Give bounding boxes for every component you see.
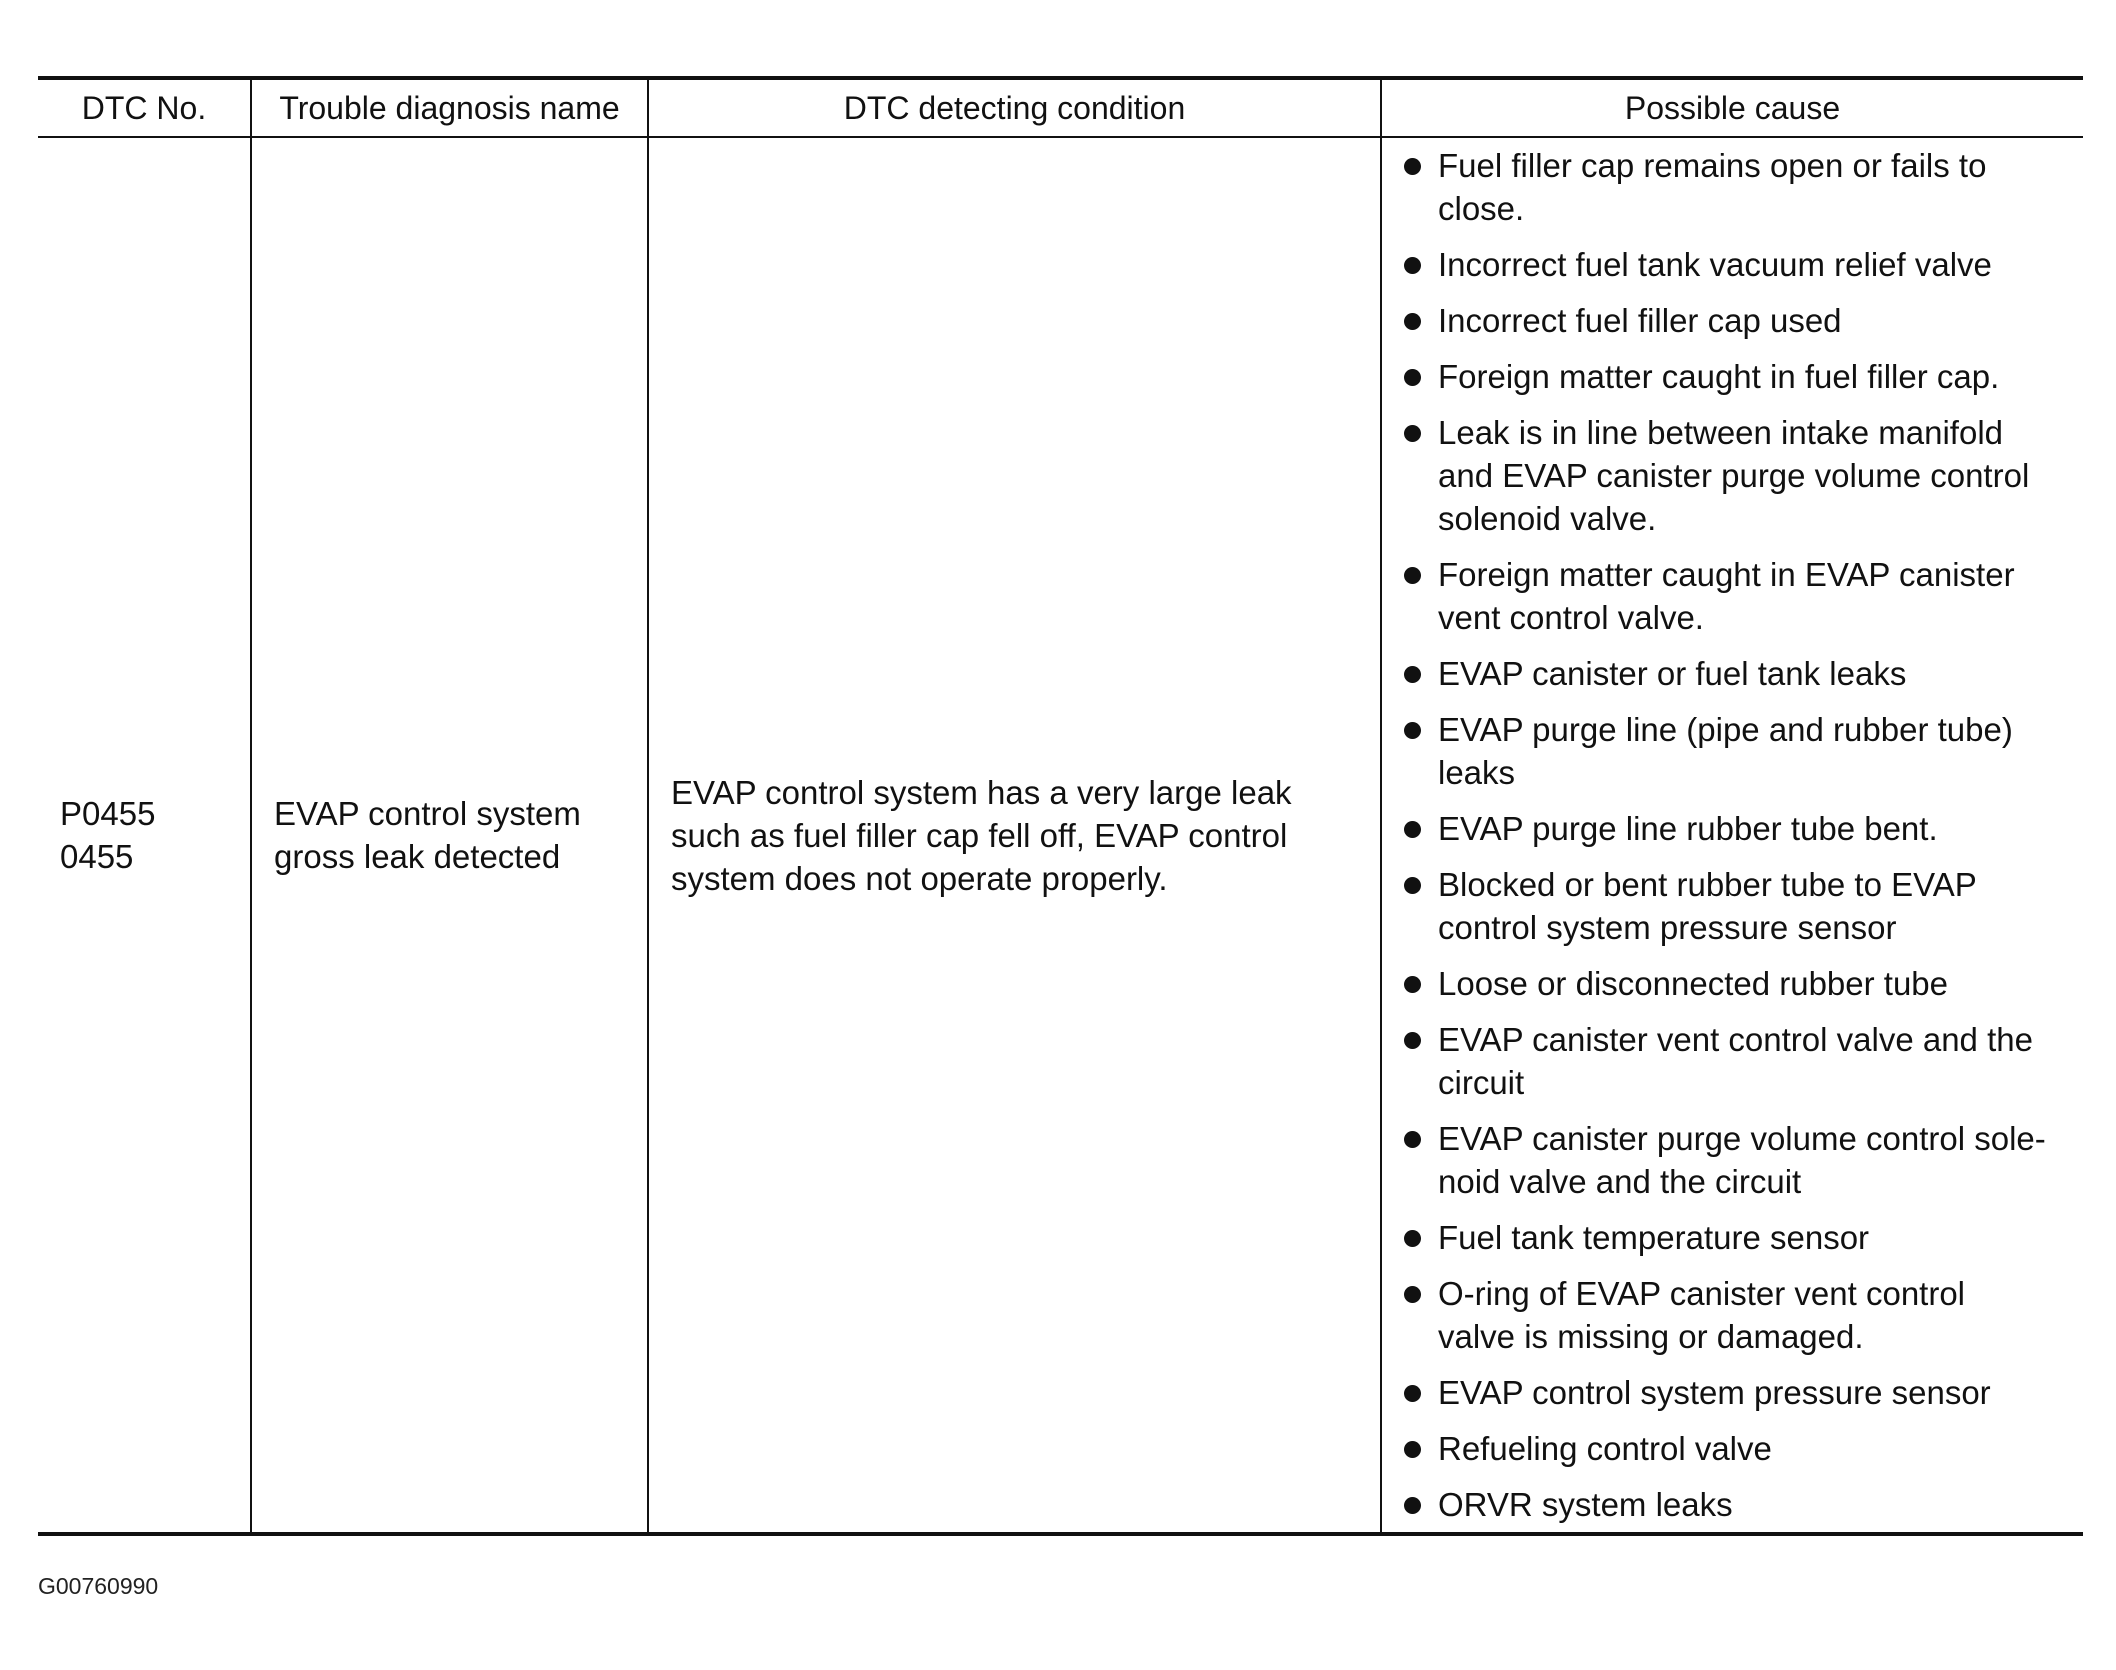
list-item <box>1402 411 2073 540</box>
cause-text-line: EVAP canister purge volume control sole- <box>1438 1120 2046 1157</box>
list-item <box>1402 652 2073 695</box>
cause-text-line: solenoid valve. <box>1438 500 1657 537</box>
cause-text-line: EVAP canister vent control valve and the <box>1438 1021 2033 1058</box>
list-item <box>1402 1427 2073 1470</box>
table-body <box>38 137 2083 1534</box>
header-diagnosis-name: Trouble diagnosis name <box>251 78 648 137</box>
condition-line: EVAP control system has a very large leak <box>671 773 1292 811</box>
bullet-icon <box>1404 821 1421 838</box>
bullet-icon <box>1404 158 1421 175</box>
list-item <box>1402 962 2073 1005</box>
condition-line: such as fuel filler cap fell off, EVAP control <box>671 816 1288 854</box>
cause-text-line: Incorrect fuel filler cap used <box>1438 302 1842 339</box>
figure-id: G00760990 <box>38 1573 159 1599</box>
list-item <box>1402 708 2073 794</box>
cause-text-line: Foreign matter caught in EVAP canister <box>1438 556 2015 593</box>
header-possible-cause: Possible cause <box>1381 78 2083 137</box>
list-item <box>1402 299 2073 342</box>
bullet-icon <box>1404 1230 1421 1247</box>
list-item <box>1402 807 2073 850</box>
cause-text-line: O-ring of EVAP canister vent control <box>1438 1275 1966 1312</box>
bullet-icon <box>1404 257 1421 274</box>
bullet-icon <box>1404 567 1421 584</box>
bullet-icon <box>1404 1497 1421 1514</box>
cause-text-line: EVAP canister or fuel tank leaks <box>1438 655 1907 692</box>
bullet-icon <box>1404 1131 1421 1148</box>
bullet-icon <box>1404 1385 1421 1402</box>
diagnosis-name-line: EVAP control system <box>274 795 581 832</box>
cause-text-line: EVAP control system pressure sensor <box>1438 1374 1991 1411</box>
bullet-icon <box>1404 1441 1421 1458</box>
bullet-icon <box>1404 1286 1421 1303</box>
bullet-icon <box>1404 877 1421 894</box>
list-item <box>1402 863 2073 949</box>
list-item <box>1402 355 2073 398</box>
cause-text-line: EVAP purge line (pipe and rubber tube) <box>1438 711 2013 748</box>
bullet-icon <box>1404 313 1421 330</box>
table-header <box>38 78 2083 137</box>
cause-text-line: valve is missing or damaged. <box>1438 1318 1864 1355</box>
bullet-icon <box>1404 666 1421 683</box>
condition-line: system does not operate properly. <box>671 859 1168 897</box>
list-item <box>1402 553 2073 639</box>
dtc-table <box>38 76 2083 1536</box>
list-item <box>1402 1483 2073 1526</box>
list-item <box>1402 1371 2073 1414</box>
bullet-icon <box>1404 976 1421 993</box>
bullet-icon <box>1404 1032 1421 1049</box>
cause-text-line: vent control valve. <box>1438 599 1704 636</box>
possible-cause-cell <box>1381 137 2083 1534</box>
list-item <box>1402 1018 2073 1104</box>
possible-cause-list <box>1402 144 2073 1526</box>
bullet-icon <box>1404 369 1421 386</box>
cause-text-line: noid valve and the circuit <box>1438 1163 1802 1200</box>
cause-text-line: close. <box>1438 190 1525 227</box>
cause-text-line: circuit <box>1438 1064 1525 1101</box>
cause-text-line: EVAP purge line rubber tube bent. <box>1438 810 1938 847</box>
cause-text-line: Incorrect fuel tank vacuum relief valve <box>1438 246 1992 283</box>
cause-text-line: and EVAP canister purge volume control <box>1438 457 2030 494</box>
table-row <box>38 137 2083 1534</box>
cause-text-line: control system pressure sensor <box>1438 909 1897 946</box>
diagnosis-name-cell <box>251 137 648 1534</box>
header-dtc-no: DTC No. <box>38 78 251 137</box>
dtc-code: P0455 <box>60 795 156 832</box>
list-item <box>1402 1117 2073 1203</box>
diagnosis-name-line: gross leak detected <box>274 838 561 875</box>
cause-text-line: Foreign matter caught in fuel filler cap. <box>1438 358 2000 395</box>
cause-text-line: Refueling control valve <box>1438 1430 1772 1467</box>
cause-text-line: Leak is in line between intake manifold <box>1438 414 2004 451</box>
dtc-code: 0455 <box>60 838 134 875</box>
header-detecting-condition: DTC detecting condition <box>648 78 1381 137</box>
list-item <box>1402 1272 2073 1358</box>
cause-text-line: Fuel filler cap remains open or fails to <box>1438 147 1987 184</box>
bullet-icon <box>1404 722 1421 739</box>
list-item <box>1402 243 2073 286</box>
detecting-condition-cell <box>648 137 1381 1534</box>
cause-text-line: leaks <box>1438 754 1516 791</box>
cause-text-line: Blocked or bent rubber tube to EVAP <box>1438 866 1977 903</box>
bullet-icon <box>1404 425 1421 442</box>
header-row <box>38 78 2083 137</box>
cause-text-line: Loose or disconnected rubber tube <box>1438 965 1949 1002</box>
dtc-no-cell <box>38 137 251 1534</box>
cause-text-line: Fuel tank temperature sensor <box>1438 1219 1870 1256</box>
list-item <box>1402 144 2073 230</box>
list-item <box>1402 1216 2073 1259</box>
cause-text-line: ORVR system leaks <box>1438 1486 1733 1523</box>
